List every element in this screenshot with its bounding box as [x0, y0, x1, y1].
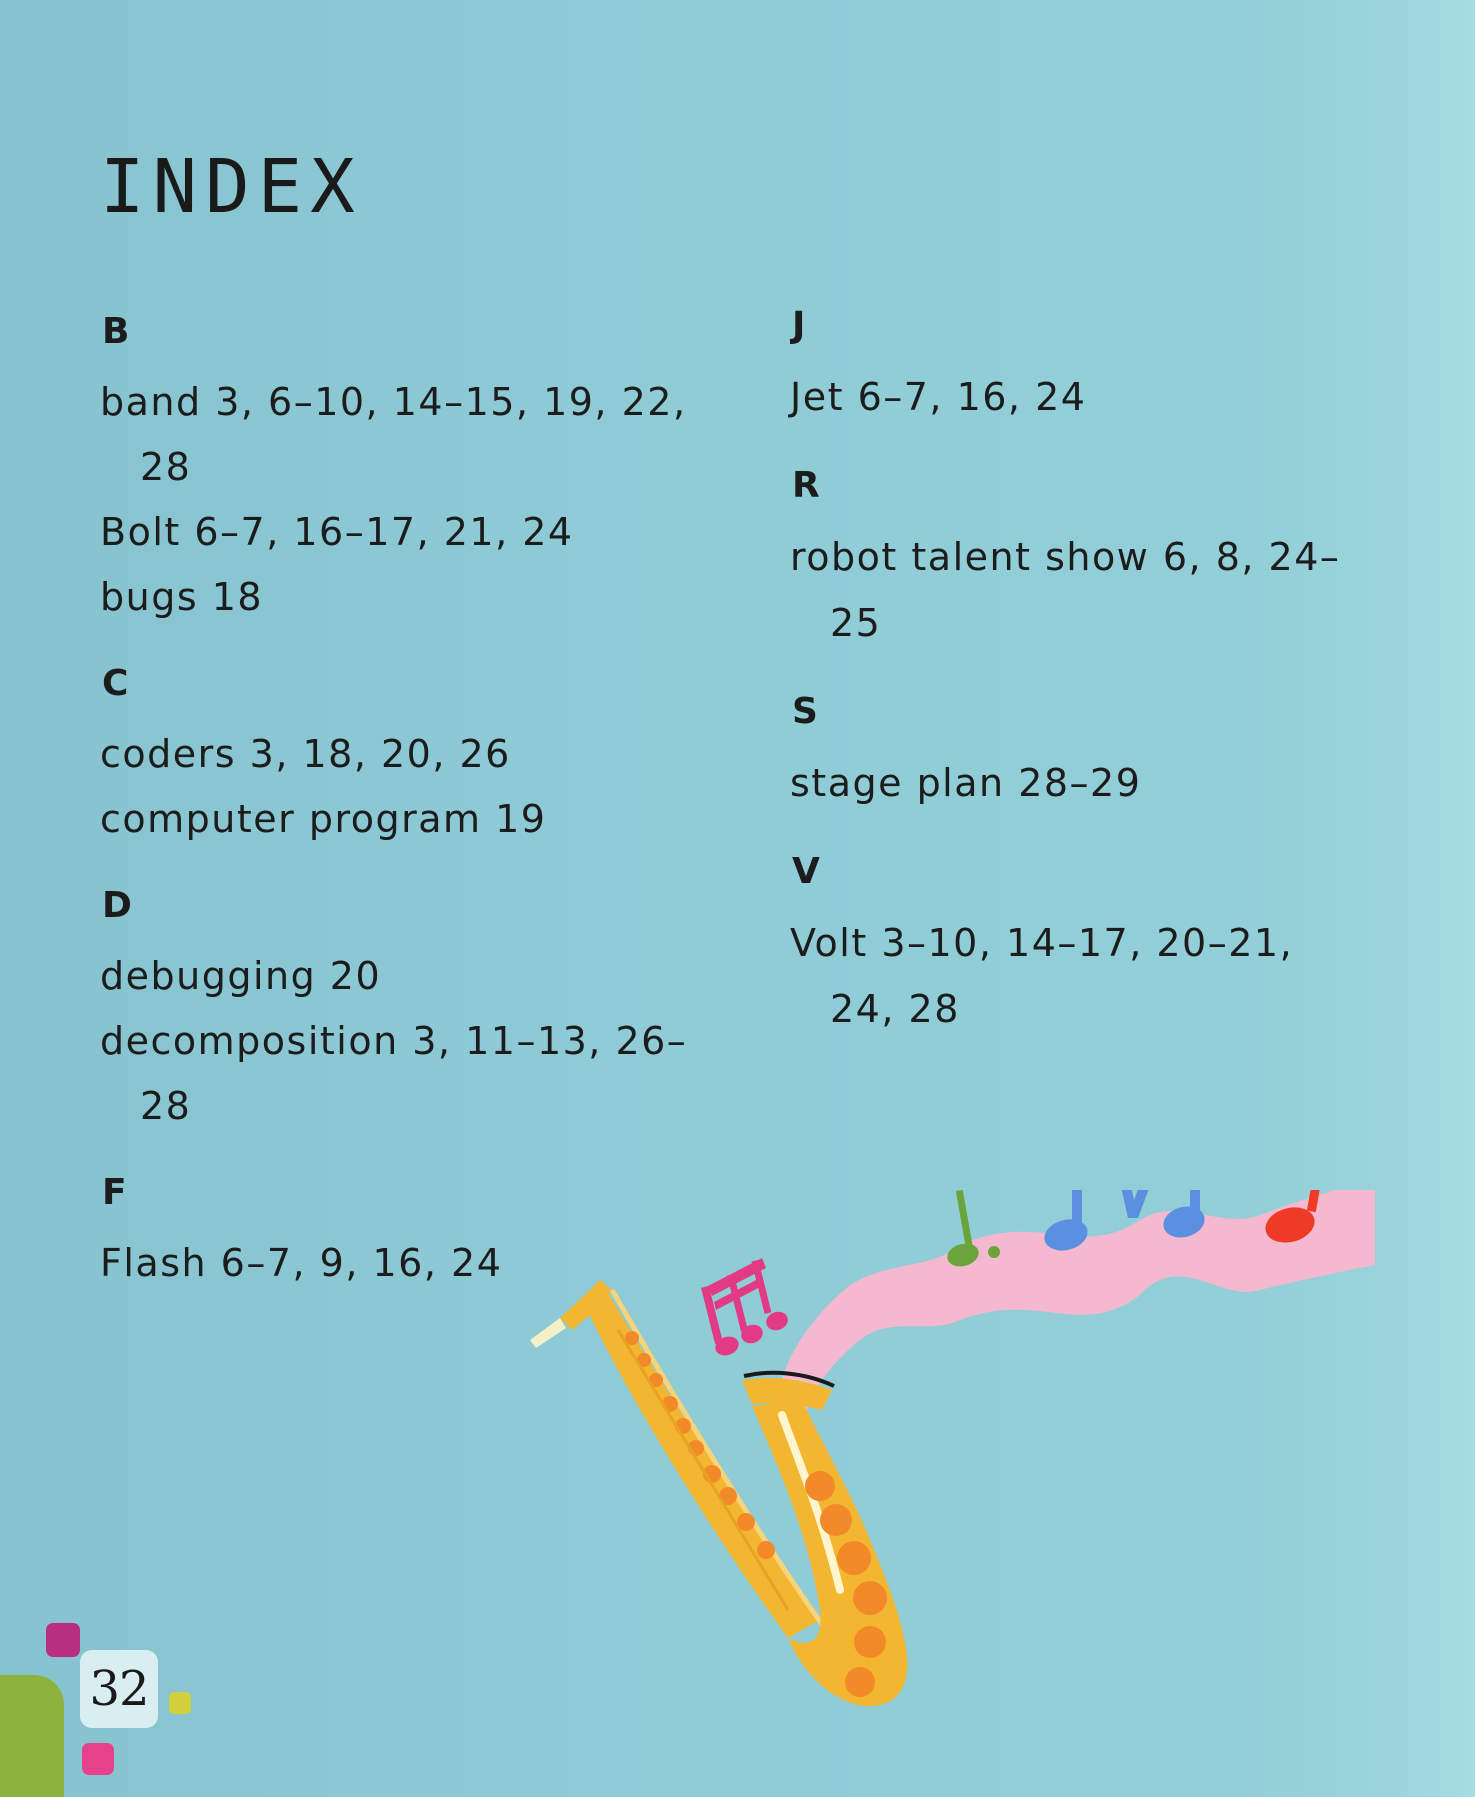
index-entry: Flash 6–7, 9, 16, 24 [100, 1241, 503, 1285]
index-section-v [790, 852, 1370, 1042]
index-entry: robot talent show 6, 8, 24–25 [790, 535, 1341, 645]
section-letter: C [102, 663, 129, 704]
index-entry: Bolt 6–7, 16–17, 21, 24 [100, 510, 574, 554]
section-letter: R [792, 465, 820, 506]
section-letter: S [792, 691, 818, 732]
index-column-left [100, 312, 720, 1296]
index-section-b [100, 312, 720, 630]
index-entry: debugging 20 [100, 954, 382, 998]
saxophone-illustration [520, 1190, 1400, 1750]
index-entry: bugs 18 [100, 575, 264, 619]
index-column-right [790, 306, 1370, 1042]
music-note-magenta-icon [701, 1258, 790, 1359]
decorative-square [169, 1692, 191, 1714]
decorative-square [46, 1623, 80, 1657]
page-number: 32 [89, 1661, 149, 1717]
section-letter: V [792, 851, 820, 892]
index-section-c [100, 664, 720, 852]
index-entry: coders 3, 18, 20, 26 [100, 732, 511, 776]
index-entry: band 3, 6–10, 14–15, 19, 22, 28 [100, 380, 687, 489]
index-entry: computer program 19 [100, 797, 547, 841]
green-corner-tab [0, 1675, 64, 1797]
decorative-square [82, 1743, 114, 1775]
section-letter: F [102, 1172, 127, 1213]
section-letter: J [792, 305, 806, 346]
index-section-s [790, 692, 1370, 816]
index-entry: decomposition 3, 11–13, 26–28 [100, 1019, 688, 1128]
index-entry: Jet 6–7, 16, 24 [790, 375, 1087, 419]
index-entry: Volt 3–10, 14–17, 20–21, 24, 28 [790, 921, 1294, 1031]
index-section-j [790, 306, 1370, 430]
page-number-box [80, 1650, 158, 1728]
section-letter: D [102, 885, 132, 926]
index-entry: stage plan 28–29 [790, 761, 1142, 805]
index-section-d [100, 886, 720, 1139]
index-section-r [790, 466, 1370, 656]
section-letter: B [102, 311, 130, 352]
page-title: INDEX [100, 144, 363, 230]
